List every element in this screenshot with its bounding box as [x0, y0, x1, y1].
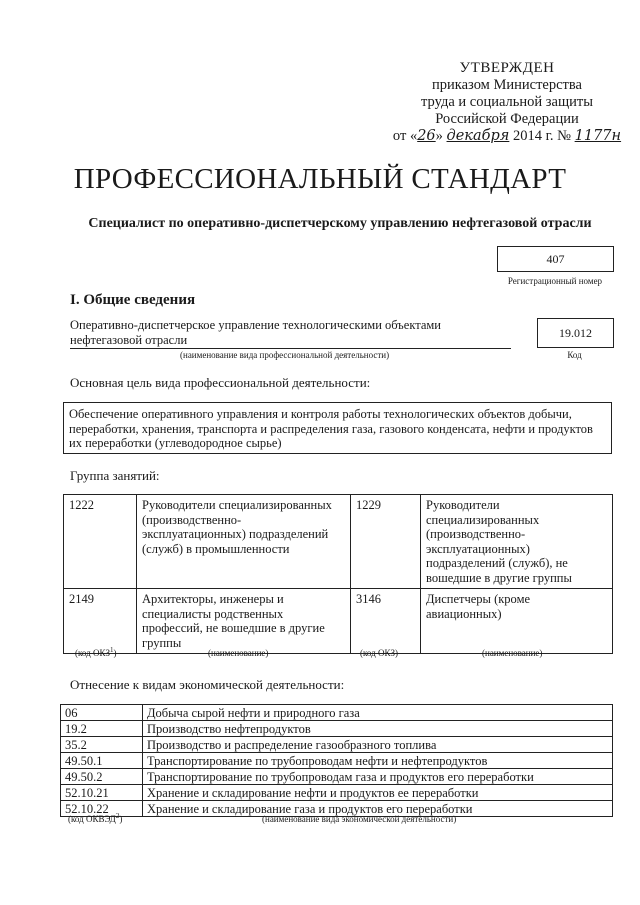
- okved-code-cell: 49.50.2: [61, 769, 143, 785]
- approval-block: [382, 60, 632, 145]
- table-row: [64, 495, 613, 589]
- approval-line: Российской Федерации: [435, 111, 579, 127]
- okved-name-cell: Транспортирование по трубопроводам газа и продуктов его переработки: [143, 769, 613, 785]
- okved-name-cell: Хранение и складирование газа и продуктов его переработки: [143, 801, 613, 817]
- okved-name-cell: Производство нефтепродуктов: [143, 721, 613, 737]
- handwritten-month: декабря: [446, 128, 510, 144]
- okz-code-header: (код ОКЗ): [360, 648, 398, 658]
- okz-name-cell: Руководители специализированных (производственно-эксплуатационных) подразделений (служб) в промышленности: [137, 495, 351, 589]
- okz-code-cell: 2149: [64, 589, 137, 654]
- date-year: 2014 г. №: [509, 128, 575, 144]
- okved-code-cell: 52.10.21: [61, 785, 143, 801]
- okved-code-cell: 35.2: [61, 737, 143, 753]
- okz-code-cell: 1222: [64, 495, 137, 589]
- okz-code-header-text: (код ОКЗ: [75, 648, 110, 658]
- activity-code-label: Код: [567, 350, 582, 360]
- okz-name-header: (наименование): [482, 648, 543, 658]
- registration-number-label: Регистрационный номер: [507, 276, 603, 286]
- okved-name-cell: Добыча сырой нефти и природного газа: [143, 705, 613, 721]
- okved-name-cell: Транспортирование по трубопроводам нефти и нефтепродуктов: [143, 753, 613, 769]
- document-title: ПРОФЕССИОНАЛЬНЫЙ СТАНДАРТ: [73, 163, 567, 195]
- approval-line: приказом Министерства: [432, 77, 582, 93]
- goal-label: Основная цель вида профессиональной деятельности:: [70, 375, 371, 390]
- okz-name-cell: Диспетчеры (кроме авиационных): [421, 589, 613, 654]
- okved-code-header: [68, 814, 122, 824]
- table-row: [61, 737, 613, 753]
- activity-name-label: (наименование вида профессиональной деятельности): [180, 350, 390, 360]
- table-row: [61, 753, 613, 769]
- okved-name-cell: Хранение и складирование нефти и продуктов ее переработки: [143, 785, 613, 801]
- activity-underline: [70, 348, 511, 349]
- activity-name-line: нефтегазовой отрасли: [70, 333, 188, 347]
- section-heading: I. Общие сведения: [70, 292, 196, 308]
- activity-name: [70, 318, 500, 348]
- table-row: [64, 589, 613, 654]
- approval-date-line: [382, 128, 632, 145]
- occupation-group-table: [63, 494, 613, 654]
- footnote-marker: 2: [115, 812, 120, 820]
- date-mid: »: [435, 128, 447, 144]
- okz-code-cell: 1229: [351, 495, 421, 589]
- approval-line: труда и социальной защиты: [421, 94, 593, 110]
- okved-name-cell: Производство и распределение газообразного топлива: [143, 737, 613, 753]
- economic-activity-label: Отнесение к видам экономической деятельности:: [70, 677, 345, 692]
- table-row: [61, 705, 613, 721]
- activity-name-line: Оперативно-диспетчерское управление технологическими объектами: [70, 318, 441, 332]
- table-row: [61, 785, 613, 801]
- okved-code-cell: 49.50.1: [61, 753, 143, 769]
- activity-code-box: 19.012: [537, 318, 614, 348]
- okz-code-header-end: ): [113, 648, 117, 658]
- handwritten-day: 26: [417, 128, 436, 144]
- okved-code-cell: 19.2: [61, 721, 143, 737]
- okz-code-header: [75, 648, 117, 658]
- okved-code-header-text: (код ОКВЭД: [68, 814, 116, 824]
- okz-name-cell: Архитекторы, инженеры и специалисты родственных профессий, не вошедшие в другие группы: [137, 589, 351, 654]
- okved-code-header-end: ): [119, 814, 123, 824]
- okved-code-cell: 06: [61, 705, 143, 721]
- registration-number-box: 407: [497, 246, 614, 272]
- occupation-group-label: Группа занятий:: [70, 468, 160, 483]
- okz-name-header: (наименование): [208, 648, 269, 658]
- goal-box: Обеспечение оперативного управления и контроля работы технологических объектов добычи, переработки, хранения, транспорта и распределения газа, газового конденсата, нефти и продуктов их переработки (углеводородное сырье): [63, 402, 612, 454]
- document-subtitle: Специалист по оперативно-диспетчерскому управлению нефтегазовой отрасли: [88, 216, 592, 231]
- okved-code-cell: 52.10.22: [61, 801, 143, 817]
- date-prefix: от «: [392, 128, 418, 144]
- footnote-marker: 1: [110, 646, 114, 654]
- okz-code-cell: 3146: [351, 589, 421, 654]
- handwritten-order-number: 1177н: [574, 128, 622, 144]
- okz-name-cell: Руководители специализированных (производственно-эксплуатационных) подразделений (служб), не вошедшие в другие группы: [421, 495, 613, 589]
- approval-heading: УТВЕРЖДЕН: [459, 60, 555, 76]
- table-row: [61, 769, 613, 785]
- okved-name-header: (наименование вида экономической деятельности): [262, 814, 457, 824]
- table-row: [61, 721, 613, 737]
- economic-activity-table: [60, 704, 613, 817]
